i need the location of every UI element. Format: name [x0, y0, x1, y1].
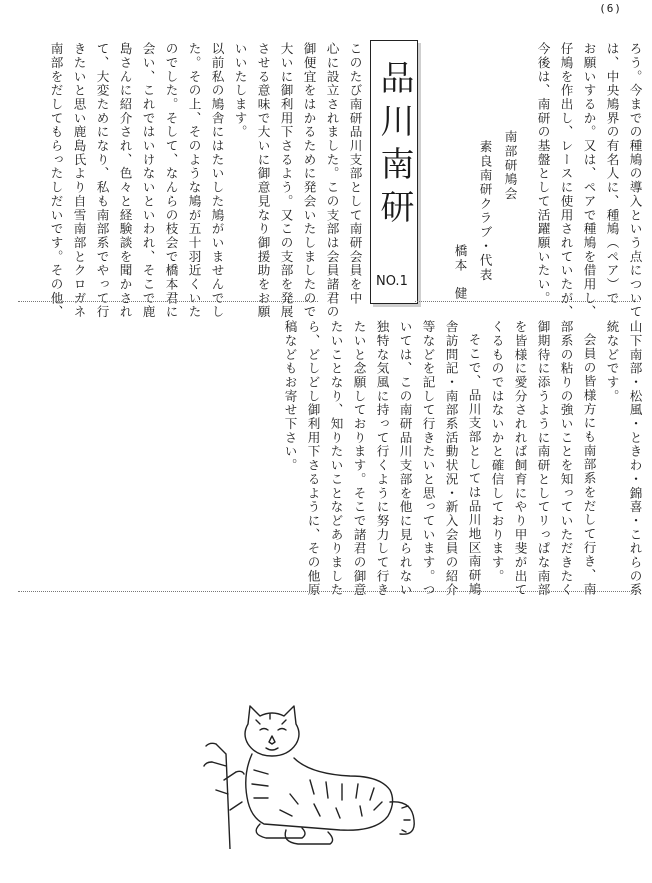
- text-column: 山下南部・松風・ときわ・錦喜・これらの系: [627, 320, 643, 597]
- text-column: そこで、品川支部としては品川地区南研鳩: [466, 333, 482, 597]
- text-column: お願いするか。又は、ペアで種鳩を借用し、: [581, 42, 597, 319]
- text-column: 南部をだしてもらったしだいです。その他、: [48, 42, 64, 319]
- text-column: 仔鳩を作出し、レースに使用されていたが、: [558, 42, 574, 319]
- club-name: 南部研鳩会: [502, 130, 518, 201]
- page-title: 品川南研: [374, 60, 414, 232]
- text-column: 部系の粘りの強いことを知っていただきたく: [558, 320, 574, 597]
- text-column: たいことなり、知りたいことなどありました: [328, 320, 344, 597]
- text-column: 御便宜をはかるために発会いたしましたので: [301, 42, 317, 319]
- text-column: 今後は、南研の基盤として活躍願いたい。: [535, 42, 551, 306]
- text-column: を皆様に愛分されれば飼育にやり甲斐が出て: [512, 320, 528, 597]
- page-number: (6): [599, 2, 622, 15]
- text-column: たいと念願しております。そこで諸君の御意: [351, 320, 367, 597]
- issue-number: NO.1: [376, 274, 408, 289]
- text-column: くるものではないかと確信しております。: [489, 320, 505, 584]
- section-divider: [18, 301, 318, 302]
- text-column: させる意味で大いに御意見なり御援助をお願: [255, 42, 271, 319]
- text-column: ろう。今までの種鳩の導入という点について: [627, 42, 643, 319]
- text-column: て、大変ためになり、私も南部系でやって行: [94, 42, 110, 319]
- section-divider: [18, 591, 640, 592]
- text-column: 御期待に添うように南研としてリっぱな南部: [535, 320, 551, 597]
- tiger-drawing-icon: [190, 684, 420, 849]
- text-column: 等などを記して行きたいと思っています。つ: [420, 320, 436, 597]
- text-column: 稿などもお寄せ下さい。: [282, 320, 298, 473]
- author-name: 橋本 健: [452, 244, 468, 301]
- representative-title: 素良南研クラブ・代表: [477, 140, 493, 282]
- section-divider: [415, 301, 640, 302]
- text-column: は、中央鳩界の有名人に、種鳩（ペア）で: [604, 42, 620, 306]
- text-column: 舎訪問記・南部系活動状況・新入会員の紹介: [443, 320, 459, 597]
- text-column: 以前私の鳩舎にはたいした鳩がいませんでし: [209, 42, 225, 319]
- text-column: このたび南研品川支部として南研会員を中: [347, 42, 363, 306]
- text-column: のでした。そして、なんらの枝会で橋本君に: [163, 42, 179, 319]
- text-column: ら、どしどし御利用下さるように、その他原: [305, 320, 321, 597]
- text-column: 島さんに紹介され、色々と経験談を聞かされ: [117, 42, 133, 319]
- text-column: 心に設立されました。この支部は会員諸君の: [324, 42, 340, 319]
- text-column: 会い、これではいけないといわれ、そこで鹿: [140, 42, 156, 319]
- text-column: 会員の皆様方にも南部系をだして行き、南: [581, 333, 597, 597]
- text-column: いては、この南研品川支部を他に見られない: [397, 320, 413, 597]
- text-column: 独特な気風に持って行くように努力して行き: [374, 320, 390, 597]
- text-column: きたいと思い鹿島氏より自雪南部とクロガネ: [71, 42, 87, 319]
- text-column: いいたします。: [232, 42, 248, 139]
- text-column: 統などです。: [604, 320, 620, 404]
- text-column: 大いに御利用下さるよう。又この支部を発展: [278, 42, 294, 319]
- text-column: た。その上、そのような鳩が五十羽近くいた: [186, 42, 202, 319]
